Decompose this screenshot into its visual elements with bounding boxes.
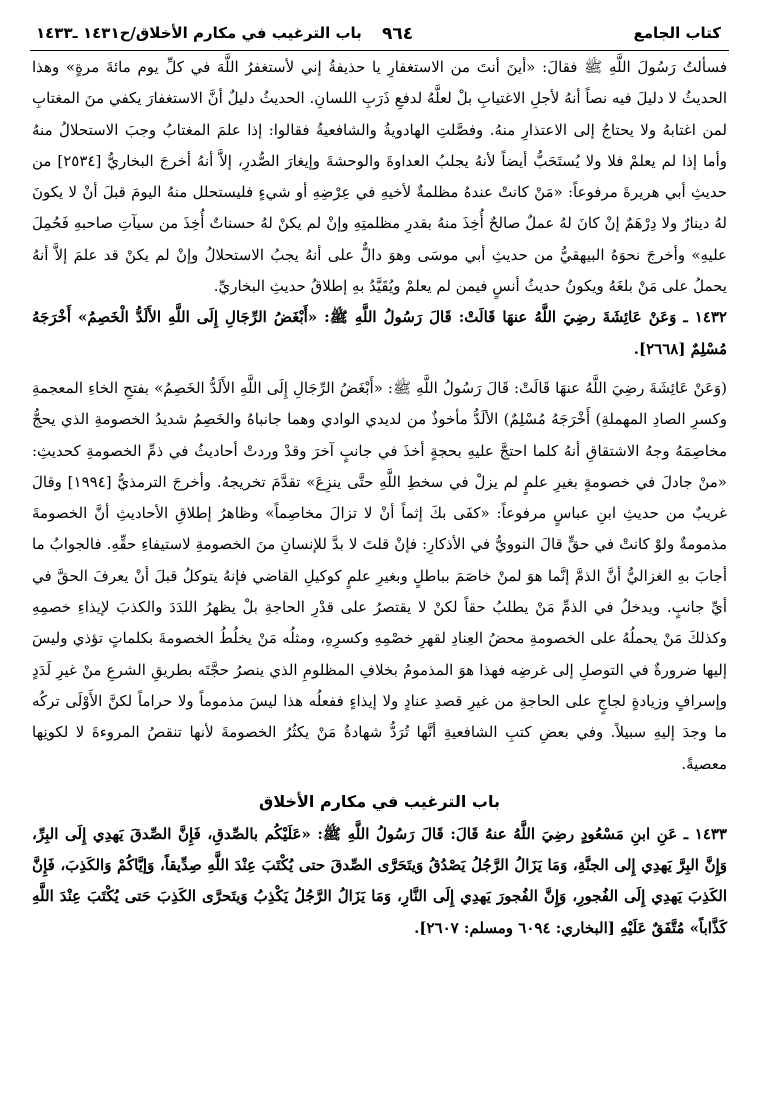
- hadith-1433: ١٤٣٣ ـ عَنِ ابنِ مَسْعُودٍ رضِيَ اللَّهُ عنهُ قَالَ: قَالَ رَسُولُ اللَّهِ ﷺ: «عَلَيْكُم بالصِّدقِ، فَإِنَّ الصِّدقَ يَهدِي إِلَى البِرِّ، وَإِنَّ البِرَّ يَهدِي إِلى الجنَّةِ، وَمَا يَزَالُ الرَّجُلُ يَصْدُقُ وَيتَحَرَّى الصِّدقَ حتى يُكْتَبَ عِنْدَ اللَّهِ صِدِّيقاً، وَإيَّاكُمْ وَالكَذِبَ، فَإِنَّ الكَذِبَ يَهدِي إِلَى الفُجورِ، وَإِنَّ الفُجورَ يَهدِي إِلَى النَّارِ، وَمَا يَزَالُ الرَّجُلُ يَكْذِبُ وَيتَحرَّى الكَذِبَ حَتى يُكْتَبَ عِنْدَ اللَّهِ كَذَّاباً» مُتَّفَقٌ عَلَيْهِ [البخاري: ٦٠٩٤ ومسلم: ٢٦٠٧].: [32, 824, 727, 937]
- paragraph-commentary-1: فسألتُ رَسُولَ اللَّهِ ﷺ فقالَ: «أينَ أنتَ من الاستغفارِ يا حذيفةُ إني لأستغفرُ اللَّهَ في كلِّ يوم مائةَ مرةٍ» وهذا الحديثُ لا دليلَ فيه نصاً أنهُ لأجلِ الاغتيابِ بلْ لعلَّهُ لدفعِ ذَرَبِ اللسانِ. الحديثُ دليلٌ أنَّ الاستغفارَ يكفي منَ المغتابِ لمن اغتابهُ ولا يحتاجُ إلى الاعتذارِ منهُ. وفصَّلتِ الهادويةُ والشافعيةُ فقالوا: إذا علمَ المغتابُ وجبَ الاستحلالُ منهُ وأما إذا لم يعلمْ فلا ولا يُستَحَبُّ أيضاً لأنهُ يجلبُ العداوةَ والوحشةَ وإيغارَ الصُّدرِ، إلاَّ أنهُ أخرجَ البخاريُّ [٢٥٣٤] من حديثِ أبي هريرةَ مرفوعاً: «مَنْ كانتْ عندهُ مظلمةٌ لأخيهِ في عِرْضِهِ أو شيءٍ فليستحلل منهُ اليومَ قبلَ أنْ لا يكونَ لهُ دينارٌ ولا دِرْهَمٌ إنْ كانَ لهُ عملٌ صالحٌ أُخِذَ منهُ بقدرِ مظلمتِهِ وإنْ لم يكنْ لهُ حسناتٌ أُخِذَ من سيآتِ صاحبهِ فَحُمِلَ عليهِ» وأخرجَ نحوَهُ البيهقيُّ من حديثِ أبي موسَى وهوَ دالٌّ على أنهُ يجبُ الاستحلالُ وإنْ لم يكنْ قد علمَ إلاَّ أنهُ يحملُ على مَنْ بلغَهُ ويكونُ حديثُ أنسٍ فيمن لم يعلمْ ويُقَيَّدُ بهِ إطلاقُ حديثِ البخاريِّ.: [32, 58, 728, 296]
- page-number: ٩٦٤: [382, 24, 414, 44]
- page-header: [30, 12, 729, 51]
- chapter-info: باب الترغيب في مكارم الأخلاق/ح١٤٣١ ـ١٤٣٣: [36, 24, 362, 42]
- hadith-1432: ١٤٣٢ ـ وَعَنْ عَائِشَةَ رضِيَ اللَّهُ عنهَا قَالَتْ: قَالَ رَسُولُ اللَّهِ ﷺ: «أَبْغَضُ الرِّجَالِ إِلَى اللَّهِ الأَلَدُّ الْخَصِمُ» أَخْرَجَهُ مُسْلِمٌ [٢٦٦٨].: [32, 308, 727, 358]
- paragraph-commentary-2: (وَعَنْ عَائِشَةَ رضِيَ اللَّهُ عنهَا قَالَتْ: قَالَ رَسُولُ اللَّهِ ﷺ: «أَبْغَضُ الرِّجَالِ إِلَى اللَّهِ الأَلَدُّ الخَصِمُ» بفتحِ الخاءِ المعجمةِ وكسرِ الصادِ المهملةِ) أَخْرَجَهُ مُسْلِمٌ) الألَدُّ مأخوذٌ من لديدي الوادي وهما جانباهُ والخَصِمُ شديدُ الخصومةِ الذي يحجُّ مخاصِمَهُ وجهُ الاشتقاقِ أنهُ كلما احتجَّ عليهِ بحجةٍ أخذَ في جانبٍ آخرَ وقدْ وردتْ أحاديثُ في ذمِّ الخصومةِ كحديثِ: «منْ جادلَ في خصومةٍ بغيرِ علمٍ لم يزلْ في سخطِ اللَّهِ حتَّى ينزِعَ» تقدَّمَ تخريجهُ. وأخرجَ الترمذيُّ [١٩٩٤] وقالَ غريبٌ من حديثِ ابنِ عباسٍ مرفوعاً: «كفَى بكَ إثماً أنْ لا تزالَ مخاصِماً» وظاهرُ إطلاقِ الأحاديثِ أنَّ الخصومةَ مذمومةٌ ولوْ كانتْ في حقٍّ قالَ النوويُّ في الأذكارِ: فإنْ قلتَ لا بدَّ للإنسانِ منَ الخصومةِ لاستيفاءِ حقِّهِ. فالجوابُ ما أجابَ بهِ الغزاليُّ أنَّ الذمَّ إنَّما هوَ لمنْ خاصَمَ بباطلٍ وبغيرِ علمٍ كوكيلِ القاضي فإنهُ يتوكلُ قبلَ أنْ يعرفَ الحقَّ في أيِّ جانبٍ. ويدخلُ في الذمِّ مَنْ يطلبُ حقاً لكنْ لا يقتصرُ على قدْرِ الحاجةِ بلْ يظهرُ اللدَدَ والكذبَ لإيذاءِ خصمِهِ وكذلكَ مَنْ يحملُهُ على الخصومةِ محضُ العِنادِ لقهرِ خصْمِهِ وكسرِهِ، ومثلُه مَنْ يخلُطُ الخصومةَ بكلماتٍ تؤذي وليسَ إليها ضرورةٌ في التوصلِ إلى غرضِه فهذا هوَ المذمومُ بخلافِ المظلومِ الذي ينصرُ حجَّتَه بطريقِ الشرعِ منْ غيرِ لَدَدٍ وإسرافٍ وزيادةٍ لجاجٍ على الحاجةِ من غيرِ قصدِ عنادٍ ولا إيذاءٍ ففعلُه هذا ليسَ مذموماً ولا حراماً لكنَّ الأَوْلَى تركُه ما وجدَ إليهِ سبيلاً. وفي بعضِ كتبِ الشافعيةِ أنَّها تُرَدُّ شهادةُ مَنْ يكثُرُ الخصومةَ لأنها تنقصُ المروءةَ لا لكونِها معصيةً.: [32, 378, 728, 773]
- section-title: باب الترغيب في مكارم الأخلاق: [259, 791, 500, 811]
- book-title: كتاب الجامع: [633, 24, 721, 42]
- page-body: [32, 52, 727, 944]
